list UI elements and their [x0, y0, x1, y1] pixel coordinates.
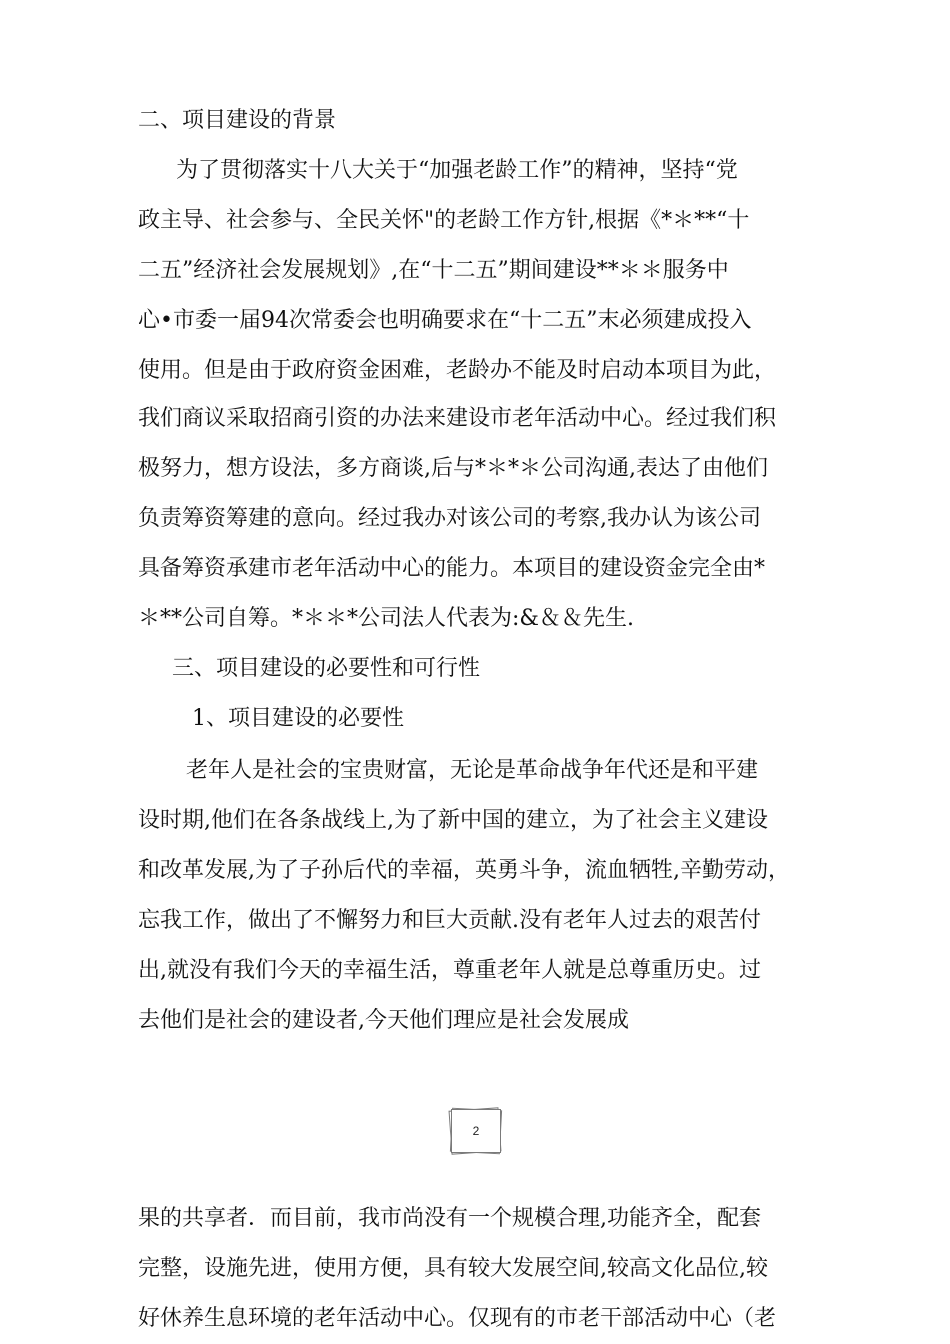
paragraph-line: 为了贯彻落实十八大关于“加强老龄工作”的精神，坚持“党	[176, 158, 738, 183]
paragraph-line: 心•市委一届94次常委会也明确要求在“十二五”末必须建成投入	[138, 308, 752, 333]
page-number-badge	[448, 1105, 502, 1155]
section-title: 二、项目建设的背景	[138, 108, 337, 133]
paragraph-line: 忘我工作，做出了不懈努力和巨大贡献.没有老年人过去的艰苦付	[138, 908, 761, 933]
section-title: 三、项目建设的必要性和可行性	[172, 656, 481, 681]
paragraph-line: ＊**公司自筹。*＊＊*公司法人代表为:&＆＆先生.	[138, 606, 634, 631]
paragraph-line: 设时期,他们在各条战线上,为了新中国的建立，为了社会主义建设	[138, 808, 768, 833]
paragraph-line: 极努力，想方设法，多方商谈,后与*＊*＊公司沟通,表达了由他们	[138, 456, 768, 481]
paragraph-line: 二五”经济社会发展规划》,在“十二五”期间建设**＊＊服务中	[138, 258, 729, 283]
paragraph-line: 政主导、社会参与、全民关怀"的老龄工作方针,根据《*＊**“十	[138, 208, 750, 233]
paragraph-line: 和改革发展,为了子孙后代的幸福，英勇斗争，流血牺牲,辛勤劳动，	[138, 858, 790, 883]
page-number: 2	[451, 1109, 501, 1153]
paragraph-line: 完整，设施先进，使用方便，具有较大发展空间,较高文化品位,较	[138, 1256, 768, 1281]
paragraph-line: 老年人是社会的宝贵财富，无论是革命战争年代还是和平建	[186, 758, 759, 783]
paragraph-line: 我们商议采取招商引资的办法来建设市老年活动中心。经过我们积	[138, 406, 777, 431]
paragraph-line: 果的共享者．而目前，我市尚没有一个规模合理,功能齐全，配套	[138, 1206, 761, 1231]
paragraph-line: 具备筹资承建市老年活动中心的能力。本项目的建设资金完全由*	[138, 556, 766, 581]
paragraph-line: 负责筹资筹建的意向。经过我办对该公司的考察,我办认为该公司	[138, 506, 761, 531]
paragraph-line: 出,就没有我们今天的幸福生活，尊重老年人就是总尊重历史。过	[138, 958, 761, 983]
subsection-title: 1、项目建设的必要性	[192, 706, 404, 731]
paragraph-line: 使用。但是由于政府资金困难，老龄办不能及时启动本项目为此，	[138, 358, 777, 383]
paragraph-line: 去他们是社会的建设者,今天他们理应是社会发展成	[138, 1008, 629, 1033]
paragraph-line: 好休养生息环境的老年活动中心。仅现有的市老干部活动中心（老	[138, 1306, 777, 1331]
